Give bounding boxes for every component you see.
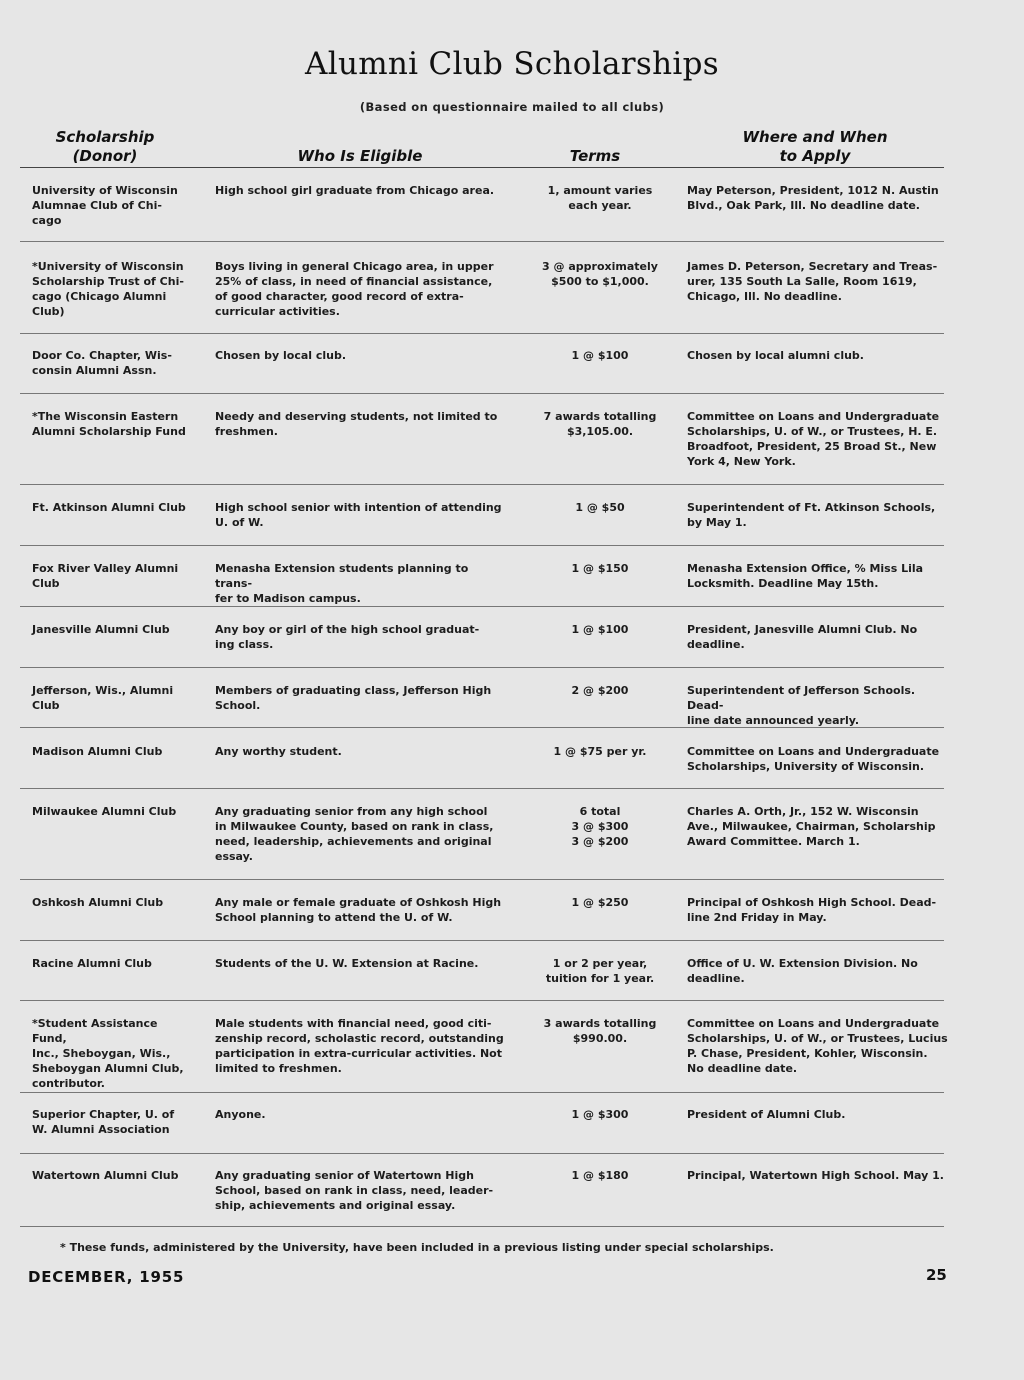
row-divider [20,667,944,668]
row-terms: 1 @ $100 [571,623,629,636]
row-apply-info: Charles A. Orth, Jr., 152 W. Wisconsin Ave., Milwaukee, Chairman, Scholarship Award Committee. March 1. [687,805,936,848]
row-terms: 3 @ approximately $500 to $1,000. [542,260,658,288]
row-donor: Madison Alumni Club [32,745,163,758]
row-eligibility: Students of the U. W. Extension at Racine. [215,957,479,970]
row-eligibility: Male students with financial need, good citi- zenship record, scholastic record, outstanding participation in extra-curricular activities. Not limited to freshmen. [215,1017,504,1075]
row-apply-info: James D. Peterson, Secretary and Treas- urer, 135 South La Salle, Room 1619, Chicago, Ill. No deadline. [687,260,938,303]
header-scholarship: Scholarship (Donor) [55,128,155,165]
row-terms: 1 @ $50 [575,501,625,514]
row-donor: Watertown Alumni Club [32,1169,179,1182]
row-apply-info: May Peterson, President, 1012 N. Austin Blvd., Oak Park, Ill. No deadline date. [687,184,939,212]
row-divider [20,484,944,485]
header-where-when: Where and When to Apply [742,128,888,165]
row-donor: Oshkosh Alumni Club [32,896,164,909]
row-donor: Door Co. Chapter, Wis- consin Alumni Assn. [32,349,172,377]
row-apply-info: Principal of Oshkosh High School. Dead- line 2nd Friday in May. [687,896,937,924]
row-donor: Superior Chapter, U. of W. Alumni Association [32,1108,175,1136]
row-terms: 6 total 3 @ $300 3 @ $200 [571,805,629,848]
row-donor: *Student Assistance Fund, Inc., Sheboygan, Wis., Sheboygan Alumni Club, contributor. [32,1017,184,1090]
row-donor: Janesville Alumni Club [32,623,170,636]
footnote: * These funds, administered by the University, have been included in a previous listing under special scholarships. [60,1241,774,1254]
row-donor: Racine Alumni Club [32,957,152,970]
row-donor: Ft. Atkinson Alumni Club [32,501,186,514]
row-divider [20,241,944,242]
row-divider [20,1153,944,1154]
row-terms: 1, amount varies each year. [547,184,653,212]
header-divider [20,167,944,168]
row-donor: Fox River Valley Alumni Club [32,562,179,590]
row-eligibility: Anyone. [215,1108,266,1121]
row-eligibility: Any boy or girl of the high school graduat- ing class. [215,623,480,651]
row-divider [20,393,944,394]
row-eligibility: Any worthy student. [215,745,342,758]
row-divider [20,940,944,941]
row-eligibility: High school girl graduate from Chicago area. [215,184,495,197]
row-terms: 1 @ $100 [571,349,629,362]
row-donor: Milwaukee Alumni Club [32,805,177,818]
row-eligibility: Needy and deserving students, not limited to freshmen. [215,410,498,438]
row-eligibility: Members of graduating class, Jefferson High School. [215,684,492,712]
row-terms: 1 @ $75 per yr. [553,745,647,758]
row-apply-info: Committee on Loans and Undergraduate Scholarships, U. of W., or Trustees, Lucius P. Chase, President, Kohler, Wisconsin. No deadline date. [687,1017,948,1075]
row-terms: 1 @ $150 [571,562,629,575]
row-donor: *University of Wisconsin Scholarship Trust of Chi- cago (Chicago Alumni Club) [32,260,184,318]
row-apply-info: Committee on Loans and Undergraduate Scholarships, U. of W., or Trustees, H. E. Broadfoot, President, 25 Broad St., New York 4, New York. [687,410,940,468]
page-title: Alumni Club Scholarships [305,46,719,82]
row-eligibility: Any male or female graduate of Oshkosh High School planning to attend the U. of W. [215,896,502,924]
row-divider [20,1092,944,1093]
issue-date: DECEMBER, 1955 [28,1268,185,1286]
row-eligibility: Menasha Extension students planning to trans- fer to Madison campus. [215,562,469,605]
row-terms: 3 awards totalling $990.00. [543,1017,657,1045]
page-subtitle: (Based on questionnaire mailed to all clubs) [359,100,665,114]
row-apply-info: President, Janesville Alumni Club. No deadline. [687,623,918,651]
row-divider [20,545,944,546]
row-divider [20,788,944,789]
row-divider [20,1226,944,1227]
row-apply-info: Committee on Loans and Undergraduate Scholarships, University of Wisconsin. [687,745,940,773]
row-divider [20,333,944,334]
row-donor: University of Wisconsin Alumnae Club of Chi- cago [32,184,178,227]
row-terms: 1 @ $300 [571,1108,629,1121]
row-terms: 1 @ $180 [571,1169,629,1182]
row-eligibility: High school senior with intention of attending U. of W. [215,501,502,529]
row-donor: Jefferson, Wis., Alumni Club [32,684,174,712]
header-terms: Terms [569,147,621,165]
row-eligibility: Chosen by local club. [215,349,347,362]
row-apply-info: Superintendent of Ft. Atkinson Schools, by May 1. [687,501,936,529]
page-number: 25 [926,1266,947,1284]
row-apply-info: Office of U. W. Extension Division. No deadline. [687,957,918,985]
row-divider [20,1000,944,1001]
row-apply-info: Chosen by local alumni club. [687,349,864,362]
row-apply-info: Principal, Watertown High School. May 1. [687,1169,944,1182]
row-eligibility: Boys living in general Chicago area, in upper 25% of class, in need of financial assistance, of good character, good record of extra- curricular activities. [215,260,494,318]
row-eligibility: Any graduating senior of Watertown High School, based on rank in class, need, leader- ship, achievements and original essay. [215,1169,494,1212]
row-apply-info: Menasha Extension Office, % Miss Lila Locksmith. Deadline May 15th. [687,562,924,590]
row-eligibility: Any graduating senior from any high school in Milwaukee County, based on rank in class, need, leadership, achievements and original essay. [215,805,494,863]
row-apply-info: President of Alumni Club. [687,1108,846,1121]
row-terms: 2 @ $200 [571,684,629,697]
row-divider [20,879,944,880]
row-terms: 7 awards totalling $3,105.00. [543,410,657,438]
header-who-eligible: Who Is Eligible [297,147,423,165]
row-donor: *The Wisconsin Eastern Alumni Scholarship Fund [32,410,186,438]
row-apply-info: Superintendent of Jefferson Schools. Dead- line date announced yearly. [687,684,916,727]
row-terms: 1 or 2 per year, tuition for 1 year. [545,957,655,985]
row-divider [20,606,944,607]
row-divider [20,727,944,728]
row-terms: 1 @ $250 [571,896,629,909]
